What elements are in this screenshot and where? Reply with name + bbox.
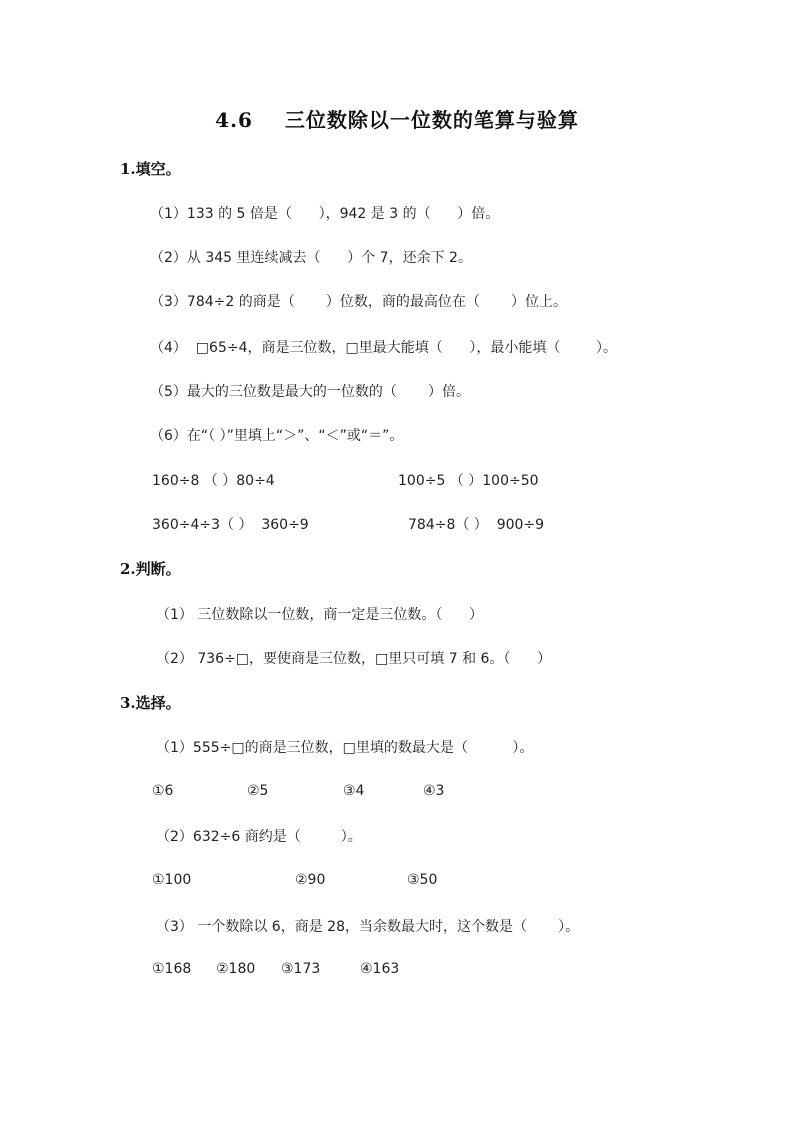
question-line: （2）从 345 里连续减去（ ）个 7，还余下 2。 <box>150 250 472 266</box>
option-item: ①168 <box>152 961 192 977</box>
question-line: （3） 一个数除以 6，商是 28，当余数最大时，这个数是（ ）。 <box>156 919 580 935</box>
option-item: ②90 <box>295 872 326 888</box>
question-line: （5）最大的三位数是最大的一位数的（ ）倍。 <box>150 384 471 400</box>
option-item: ②5 <box>247 783 269 799</box>
option-item: ④3 <box>423 783 445 799</box>
section-heading-judge: 2.判断。 <box>120 560 181 578</box>
compare-expression: 160÷8 （ ）80÷4 <box>152 473 275 489</box>
question-line: （2）632÷6 商约是（ ）。 <box>156 829 362 845</box>
option-item: ①100 <box>152 872 192 888</box>
option-item: ①6 <box>152 783 174 799</box>
option-item: ④163 <box>360 961 400 977</box>
option-item: ②180 <box>216 961 256 977</box>
option-item: ③4 <box>343 783 365 799</box>
question-line: （1）555÷□的商是三位数，□里填的数最大是（ ）。 <box>156 740 534 756</box>
question-line: （1） 三位数除以一位数，商一定是三位数。（ ） <box>156 607 484 623</box>
compare-expression: 100÷5 （ ）100÷50 <box>398 473 539 489</box>
option-item: ③173 <box>281 961 321 977</box>
section-heading-fill: 1.填空。 <box>120 160 181 178</box>
question-line: （2） 736÷□，要使商是三位数，□里只可填 7 和 6。（ ） <box>156 651 552 667</box>
question-line: （3）784÷2 的商是（ ）位数，商的最高位在（ ）位上。 <box>150 294 568 310</box>
compare-expression: 360÷4÷3（ ） 360÷9 <box>152 517 309 533</box>
option-item: ③50 <box>407 872 438 888</box>
page-title: 4.6 三位数除以一位数的笔算与验算 <box>215 108 579 132</box>
question-line: （1）133 的 5 倍是（ ），942 是 3 的（ ）倍。 <box>150 206 500 222</box>
compare-expression: 784÷8（ ） 900÷9 <box>408 517 545 533</box>
question-line: （6）在“（ ）”里填上“＞”、“＜”或“＝”。 <box>150 428 404 444</box>
section-heading-choose: 3.选择。 <box>120 694 181 712</box>
question-line: （4） □65÷4，商是三位数，□里最大能填（ ），最小能填（ ）。 <box>150 340 618 356</box>
